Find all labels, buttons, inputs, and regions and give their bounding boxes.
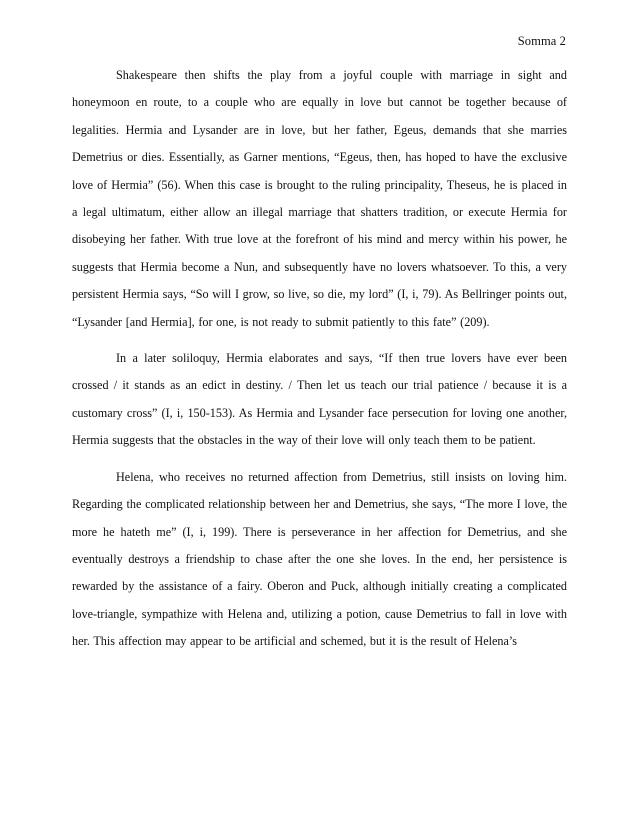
paragraph-2: In a later soliloquy, Hermia elaborates and says, “If then true lovers have ever been crossed / it stands as an edict in destiny. / Then let us teach our trial patience / because it is a customary cross” (I, i, 150-153). As Hermia and Lysander face persecution for loving one another, Hermia suggests that the obstacles in the way of their love will only teach them to be patient. bbox=[72, 351, 567, 448]
paragraph-3: Helena, who receives no returned affection from Demetrius, still insists on loving him. Regarding the complicated relationship between her and Demetrius, she says, “The more I love, the more he hateth me” (I, i, 199). There is perseverance in her affection for Demetrius, and she eventually destroys a friendship to chase after the one she loves. In the end, her persistence is rewarded by the assistance of a fairy. Oberon and Puck, although initially creating a complicated love-triangle, sympathize with Helena and, utilizing a potion, cause Demetrius to fall in love with her. This affection may appear to be artificial and schemed, but it is the result of Helena’s bbox=[72, 469, 567, 649]
running-head: Somma 2 bbox=[517, 34, 566, 48]
body-text bbox=[72, 62, 567, 656]
paragraph-1: Shakespeare then shifts the play from a joyful couple with marriage in sight and honeymoon en route, to a couple who are equally in love but cannot be together because of legalities. Hermia and Lysander are in love, but her father, Egeus, demands that she marries Demetrius or dies. Essentially, as Garner mentions, “Egeus, then, has hoped to have the exclusive love of Hermia” (56). When this case is brought to the ruling principality, Theseus, he is placed in a legal ultimatum, either allow an illegal marriage that shatters tradition, or execute Hermia for disobeying her father. With true love at the forefront of his mind and mercy within his power, he suggests that Hermia become a Nun, and subsequently have no lovers whatsoever. To this, a very persistent Hermia says, “So will I grow, so live, so die, my lord” (I, i, 79). As Bellringer points out, “Lysander [and Hermia], for one, is not ready to submit patiently to this fate” (209). bbox=[72, 68, 567, 329]
